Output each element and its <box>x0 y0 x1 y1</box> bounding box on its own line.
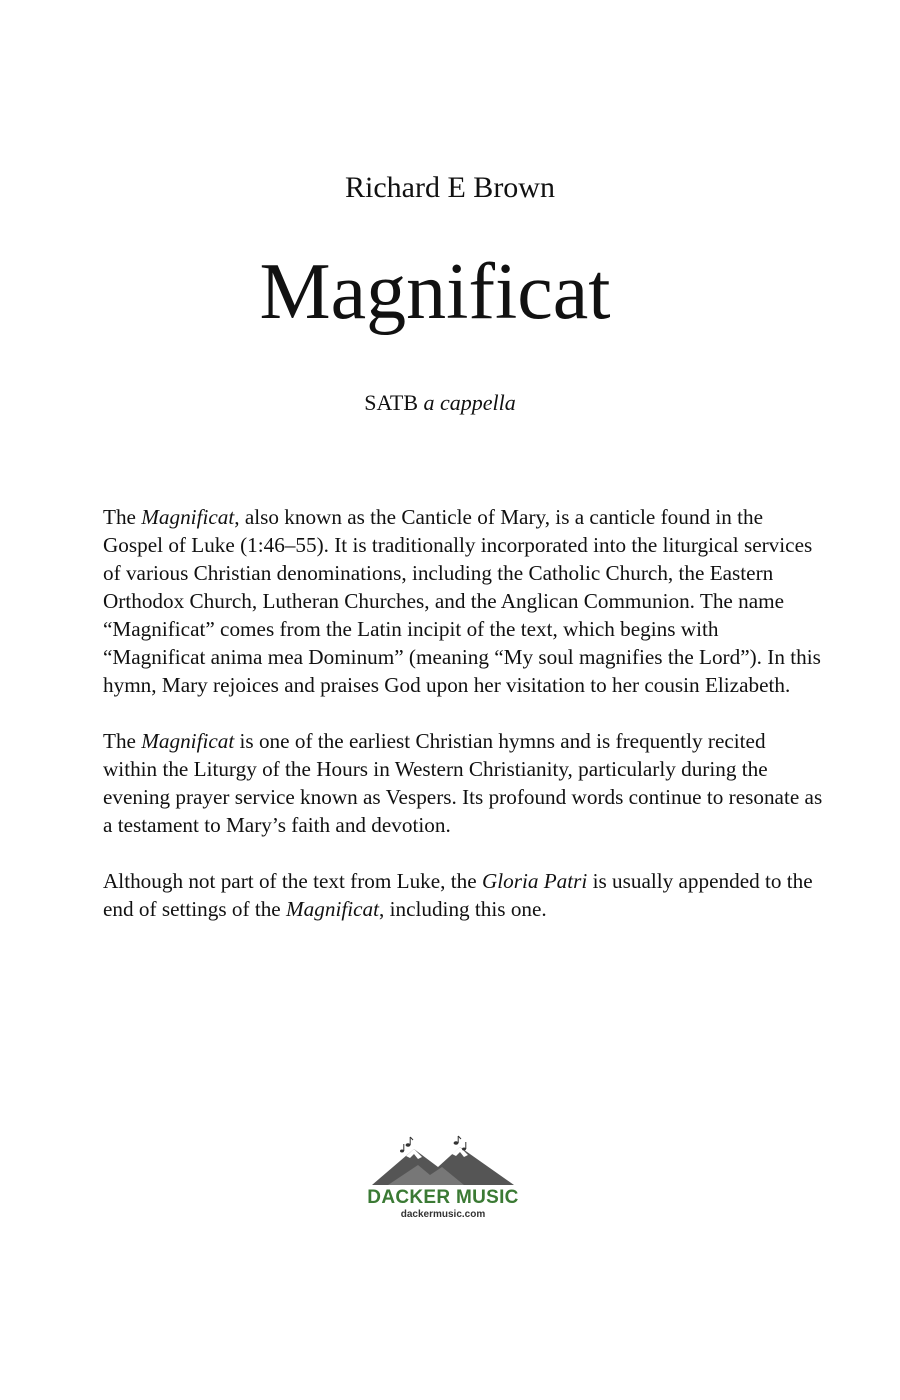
voicing-style: a cappella <box>423 390 516 415</box>
italic-run: Magnificat <box>286 897 379 921</box>
publisher-url: dackermusic.com <box>400 1209 486 1220</box>
voicing <box>0 388 880 418</box>
voicing-label: SATB <box>364 390 419 415</box>
composer-name: Richard E Brown <box>345 171 555 204</box>
text-run: The <box>103 505 142 529</box>
text-run: , including this one. <box>379 897 547 921</box>
text-run: is one of the earliest Christian hymns and is frequently recited within the Liturgy of the Hours in Western Christianity, particularly during the evening prayer service known as Vespers. Its profound words continue to resonate as a testament to Mary’s faith and devotion. <box>103 729 823 837</box>
italic-run: Gloria Patri <box>481 869 588 893</box>
paragraph-3 <box>103 867 823 923</box>
text-run: Although not part of the text from Luke, the <box>103 869 482 893</box>
publisher-logo <box>365 1135 521 1221</box>
text-run: , also known as the Canticle of Mary, is a canticle found in the Gospel of Luke (1:46–55). It is traditionally incorporated into the liturgical services of various Christian denominations, including the Catholic Church, the Eastern Orthodox Church, Lutheran Churches, and the Anglican Communion. The name “Magnificat” comes from the Latin incipit of the text, which begins with “Magnificat anima mea Dominum” (meaning “My soul magnifies the Lord”). In this hymn, Mary rejoices and praises God upon her visitation to her cousin Elizabeth. <box>103 505 821 697</box>
description <box>103 503 823 951</box>
page-title: Magnificat <box>259 248 611 336</box>
italic-run: Magnificat <box>141 505 235 529</box>
text-run: is usually appended to the end of settings of the <box>103 869 813 921</box>
paragraph-2 <box>103 727 823 839</box>
paragraph-1 <box>103 503 823 699</box>
text-run: The <box>103 729 142 753</box>
italic-run: Magnificat <box>141 729 235 753</box>
mountains-music-notes-icon <box>368 1135 518 1187</box>
publisher-name: DACKER MUSIC <box>367 1187 519 1208</box>
